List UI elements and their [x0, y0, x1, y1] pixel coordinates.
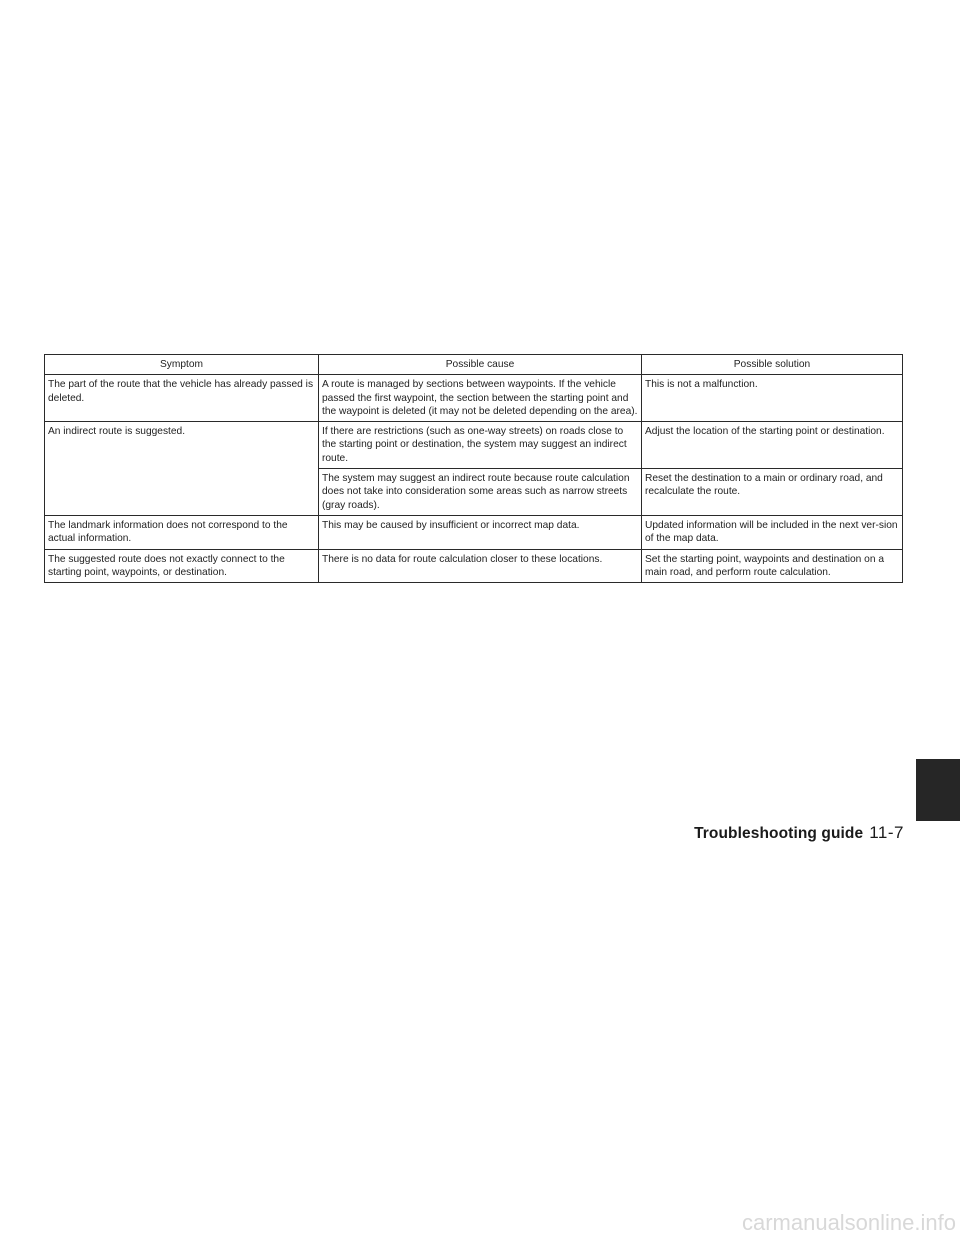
- cause-cell: If there are restrictions (such as one-way streets) on roads close to the starting point or destination, the system may suggest an indirect route.: [319, 422, 642, 469]
- solution-cell: This is not a malfunction.: [642, 375, 903, 422]
- table-row: [45, 549, 903, 583]
- table-row: [45, 375, 903, 422]
- cause-cell: A route is managed by sections between waypoints. If the vehicle passed the first waypoint, the section between the starting point and the waypoint is deleted (it may not be deleted depending on the area).: [319, 375, 642, 422]
- troubleshooting-table: [44, 354, 903, 583]
- header-possible-solution: Possible solution: [642, 355, 903, 375]
- symptom-cell: The suggested route does not exactly connect to the starting point, waypoints, or destination.: [45, 549, 319, 583]
- symptom-cell: The landmark information does not correspond to the actual information.: [45, 515, 319, 549]
- header-possible-cause: Possible cause: [319, 355, 642, 375]
- table-header-row: [45, 355, 903, 375]
- cause-cell: The system may suggest an indirect route because route calculation does not take into consideration some areas such as narrow streets (gray roads).: [319, 469, 642, 516]
- symptom-cell: The part of the route that the vehicle has already passed is deleted.: [45, 375, 319, 422]
- page-footer: [694, 823, 904, 843]
- solution-cell: Adjust the location of the starting point or destination.: [642, 422, 903, 469]
- watermark-text: carmanualsonline.info: [741, 1210, 956, 1235]
- symptom-cell: An indirect route is suggested.: [45, 422, 319, 516]
- table-row: [45, 515, 903, 549]
- table-row: [45, 422, 903, 469]
- section-title: Troubleshooting guide: [694, 825, 864, 842]
- header-symptom: Symptom: [45, 355, 319, 375]
- cause-cell: This may be caused by insufficient or incorrect map data.: [319, 515, 642, 549]
- chapter-tab-marker: [916, 759, 960, 821]
- solution-cell: Set the starting point, waypoints and destination on a main road, and perform route calculation.: [642, 549, 903, 583]
- cause-cell: There is no data for route calculation closer to these locations.: [319, 549, 642, 583]
- solution-cell: Reset the destination to a main or ordinary road, and recalculate the route.: [642, 469, 903, 516]
- page-number: 11-7: [869, 823, 904, 842]
- solution-cell: Updated information will be included in the next ver-sion of the map data.: [642, 515, 903, 549]
